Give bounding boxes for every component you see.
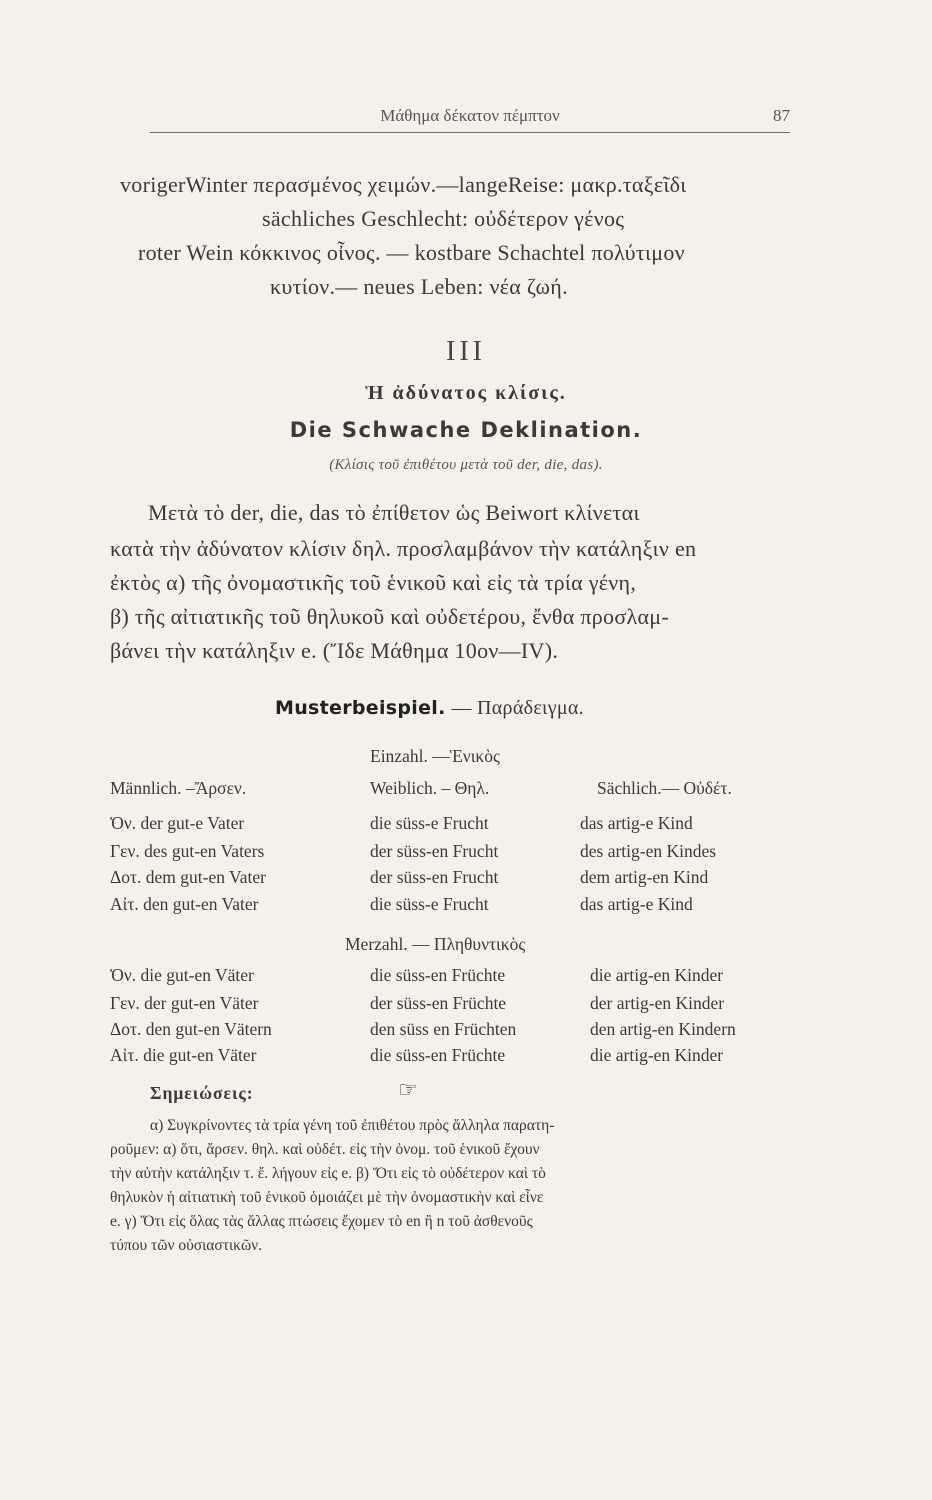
section-german-title: Die Schwache Deklination. xyxy=(289,418,643,442)
page-number: 87 xyxy=(773,106,790,125)
table-cell: Γεν. der gut-en Väter xyxy=(110,993,259,1013)
plural-heading: Merzahl. — Πληθυντικὸς xyxy=(345,934,526,954)
pointing-hand-icon: ☞ xyxy=(398,1078,418,1103)
table-cell: Αἰτ. die gut-en Väter xyxy=(110,1045,257,1065)
table-cell: die süss-en Früchte xyxy=(370,965,506,985)
table-cell: Δοτ. den gut-en Vätern xyxy=(110,1019,272,1039)
table-cell: den süss en Früchten xyxy=(370,1019,517,1039)
table-cell: das artig-e Kind xyxy=(580,813,693,833)
paragraph-line: κατὰ τὴν ἀδύνατον κλίσιν δηλ. προσλαμβάνον τὴν κατάληξιν en xyxy=(110,536,697,561)
page-header xyxy=(150,102,790,133)
table-cell: Γεν. des gut-en Vaters xyxy=(110,841,265,861)
table-cell: dem artig-en Kind xyxy=(580,867,709,887)
table-cell: Ὀν. der gut-e Vater xyxy=(110,813,245,833)
muster-greek: — Παράδειγμα. xyxy=(451,697,584,719)
note-line: ροῦμεν: α) ὅτι, ἄρσεν. θηλ. καὶ οὐδέτ. εἰς τὴν ὀνομ. τοῦ ἑνικοῦ ἔχουν xyxy=(110,1141,540,1158)
table-cell: das artig-e Kind xyxy=(580,894,693,914)
section-greek-title: Ἡ ἀδύνατος κλίσις. xyxy=(365,382,567,404)
muster-heading xyxy=(275,694,584,720)
singular-heading: Einzahl. —Ἑνικὸς xyxy=(370,746,500,766)
table-cell: den artig-en Kindern xyxy=(590,1019,736,1039)
table-cell: Αἰτ. den gut-en Vater xyxy=(110,894,259,914)
table-cell: die artig-en Kinder xyxy=(590,965,724,985)
text-line: vorigerWinter περασμένος χειμών.—langeReise: μακρ.ταξεῖδι xyxy=(120,172,687,197)
note-line: τὴν αὐτὴν κατάληξιν τ. ἔ. λήγουν εἰς e. β) Ὅτι εἰς τὸ οὐδέτερον καὶ τὸ xyxy=(110,1165,546,1182)
notes-heading: Σημειώσεις: xyxy=(150,1083,254,1103)
text-line: κυτίον.— neues Leben: νέα ζωή. xyxy=(270,274,568,299)
note-line: α) Συγκρίνοντες τὰ τρία γένη τοῦ ἐπιθέτου πρὸς ἄλληλα παρατη- xyxy=(150,1117,555,1134)
table-cell: der süss-en Frucht xyxy=(370,867,499,887)
table-cell: der süss-en Früchte xyxy=(370,993,507,1013)
table-cell: die süss-e Frucht xyxy=(370,813,489,833)
text-line: sächliches Geschlecht: οὐδέτερον γένος xyxy=(262,206,625,231)
text-line: roter Wein κόκκινος οἶνος. — kostbare Schachtel πολύτιμον xyxy=(138,240,685,265)
table-cell: des artig-en Kindes xyxy=(580,841,717,861)
table-cell: der artig-en Kinder xyxy=(590,993,725,1013)
section-number: III xyxy=(446,336,486,367)
table-cell: die süss-e Frucht xyxy=(370,894,489,914)
muster-label: Musterbeispiel. xyxy=(275,697,446,719)
paragraph-line: β) τῆς αἰτιατικῆς τοῦ θηλυκοῦ καὶ οὐδετέρου, ἔνθα προσλαμ- xyxy=(110,604,669,629)
header-title: Μάθημα δέκατον πέμπτον xyxy=(380,106,560,125)
paragraph-line: Μετὰ τὸ der, die, das τὸ ἐπίθετον ὡς Beiwort κλίνεται xyxy=(148,500,640,525)
column-header-neuter: Sächlich.— Οὐδέτ. xyxy=(597,778,732,798)
column-header-feminine: Weiblich. – Θηλ. xyxy=(370,778,490,798)
paragraph-line: ἐκτὸς α) τῆς ὀνομαστικῆς τοῦ ἑνικοῦ καὶ εἰς τὰ τρία γένη, xyxy=(110,570,637,595)
table-cell: die artig-en Kinder xyxy=(590,1045,724,1065)
column-header-masculine: Männlich. –Ἄρσεν. xyxy=(110,778,247,798)
note-line: τύπου τῶν οὐσιαστικῶν. xyxy=(110,1237,263,1254)
section-subtitle: (Κλίσις τοῦ ἐπιθέτου μετὰ τοῦ der, die, das). xyxy=(329,457,603,473)
note-line: e. γ) Ὅτι εἰς ὅλας τὰς ἄλλας πτώσεις ἔχομεν τὸ en ἢ n τοῦ ἀσθενοῦς xyxy=(110,1213,533,1230)
table-cell: Ὀν. die gut-en Väter xyxy=(110,965,254,985)
paragraph-line: βάνει τὴν κατάληξιν e. (Ἴδε Μάθημα 10ον—IV). xyxy=(110,638,559,663)
table-cell: Δοτ. dem gut-en Vater xyxy=(110,867,266,887)
table-cell: der süss-en Frucht xyxy=(370,841,499,861)
note-line: θηλυκὸν ἡ αἰτιατικὴ τοῦ ἑνικοῦ ὁμοιάζει μὲ τὴν ὀνομαστικὴν καὶ εἶνε xyxy=(110,1189,544,1206)
table-cell: die süss-en Früchte xyxy=(370,1045,506,1065)
